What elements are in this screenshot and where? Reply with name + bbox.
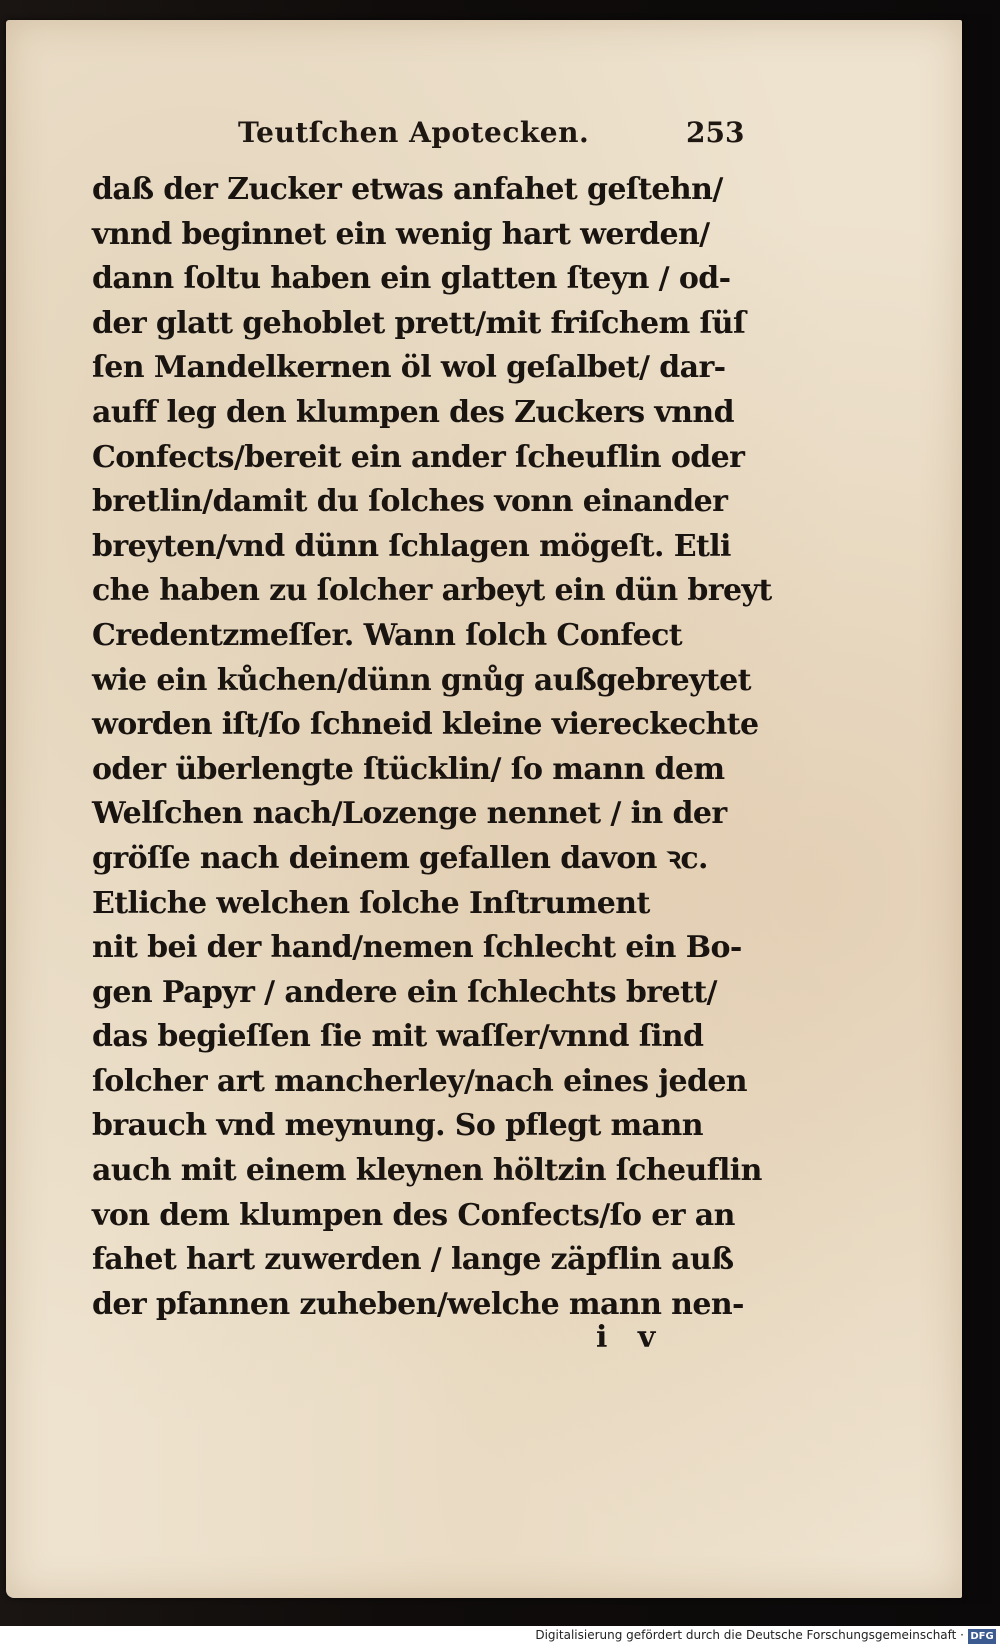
page-number: 253 [686, 116, 745, 149]
funding-notice: Digitalisierung gefördert durch die Deutsche Forschungsgemeinschaft · [535, 1628, 964, 1642]
text-line: ſen Mandelkernen öl wol geſalbet/ dar- [92, 350, 726, 386]
text-line: Welſchen nach/Lozenge nennet / in der [92, 796, 727, 832]
text-line: brauch vnd meynung. So pflegt mann [92, 1108, 703, 1144]
text-line: oder überlengte ſtücklin/ ſo mann dem [92, 751, 725, 787]
running-head [6, 100, 962, 164]
text-line: nit bei der hand/nemen ſchlecht ein Bo- [92, 930, 742, 966]
text-line: Confects/bereit ein ander ſcheuflin oder [92, 439, 745, 475]
text-line: von dem klumpen des Confects/ſo er an [92, 1197, 735, 1233]
text-line: das begieſſen ſie mit waſſer/vnnd ſind [92, 1019, 704, 1055]
text-line: gen Papyr / andere ein ſchlechts brett/ [92, 974, 717, 1010]
text-line: fahet hart zuwerden / lange zäpflin auß [92, 1242, 734, 1278]
text-line: der glatt gehoblet prett/mit friſchem ſüſ [92, 305, 746, 341]
text-line: auff leg den klumpen des Zuckers vnnd [92, 394, 735, 430]
text-line: Etliche welchen ſolche Inſtrument [92, 885, 650, 921]
digitization-footer [0, 1626, 1000, 1647]
text-line: ſolcher art mancherley/nach eines jeden [92, 1063, 748, 1099]
signature-mark: i v [596, 1320, 666, 1355]
text-line: der pfannen zuheben/welche mann nen- [92, 1286, 744, 1322]
book-page [6, 20, 962, 1598]
text-line: worden iſt/ſo ſchneid kleine viereckechte [92, 707, 759, 743]
text-line: wie ein kůchen/dünn gnůg außgebreytet [92, 662, 751, 698]
dfg-logo: DFG [968, 1629, 996, 1644]
text-line: gröſſe nach deinem gefallen davon ꝛc. [92, 840, 708, 876]
text-line: Credentzmeſſer. Wann ſolch Confect [92, 617, 683, 653]
text-line: che haben zu ſolcher arbeyt ein dün breyt [92, 573, 772, 609]
body-text [92, 168, 792, 1327]
text-line: daß der Zucker etwas anfahet geſtehn/ [92, 172, 723, 207]
running-title: Teutſchen Apotecken. [238, 116, 590, 149]
book-spine-shadow [962, 14, 992, 1604]
text-line: auch mit einem kleynen höltzin ſcheuflin [92, 1153, 762, 1189]
text-line: dann ſoltu haben ein glatten ſteyn / od- [92, 261, 731, 297]
text-line: bretlin/damit du ſolches vonn einander [92, 484, 728, 520]
text-line: vnnd beginnet ein wenig hart werden/ [92, 216, 710, 252]
text-line: breyten/vnd dünn ſchlagen mögeſt. Etli [92, 528, 731, 564]
